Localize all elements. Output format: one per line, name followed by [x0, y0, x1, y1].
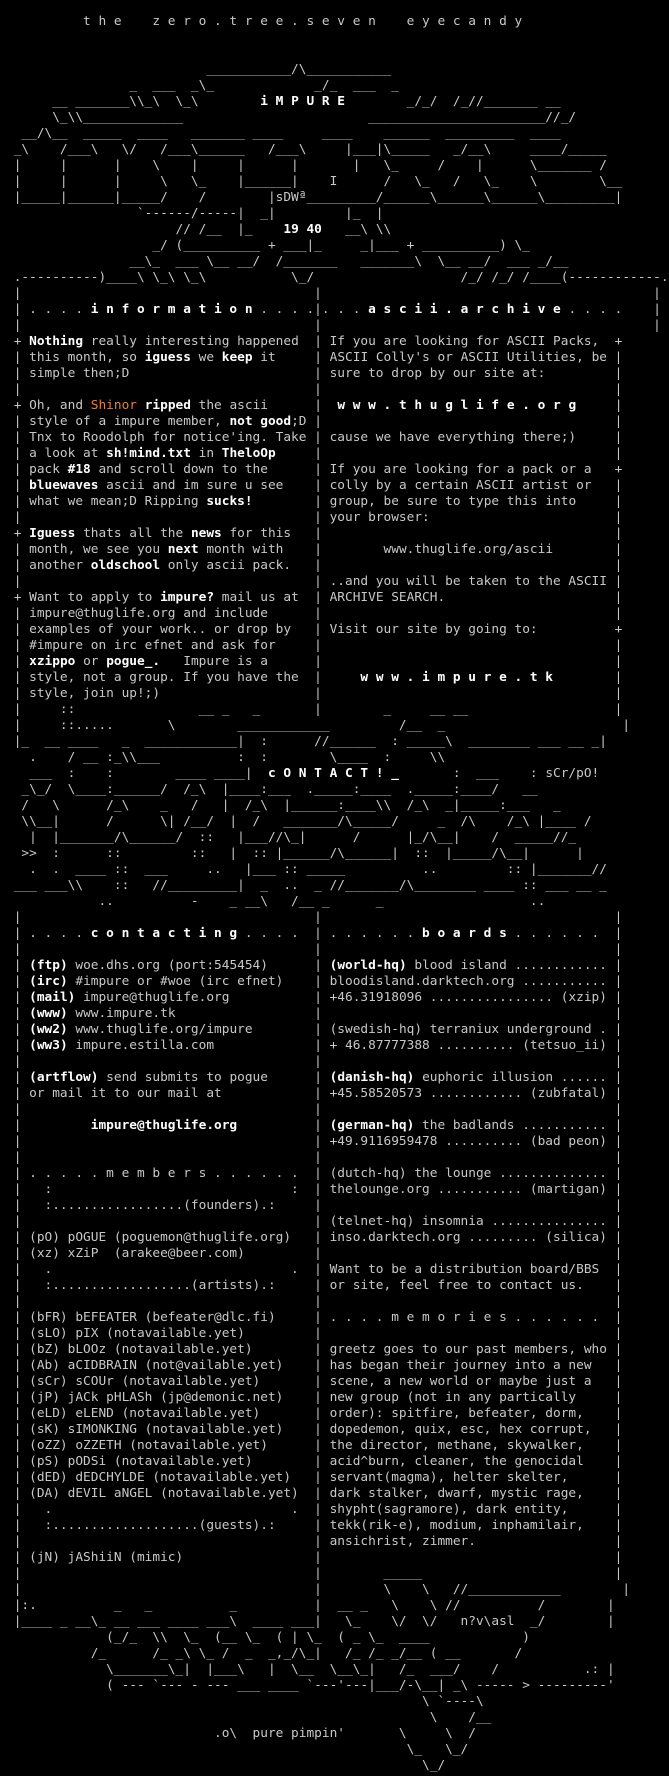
art-line: | (ftp) woe.dhs.org (port:545454) | (world-hq) blood island ............ |: [6, 958, 623, 973]
art-line: | (sLO) pIX (notavailable.yet) | |: [6, 1326, 623, 1341]
art-line: . . ____ :: ___ .. |___ :: _____ .. :: |_______//: [6, 862, 607, 877]
art-line: | . . . . . m e m b e r s . . . . . . | (dutch-hq) the lounge .............. |: [6, 1166, 623, 1181]
emphasized-text: w w w . t h u g l i f e . o r g: [337, 398, 577, 413]
art-line: | impure@thuglife.org and include | |: [6, 606, 623, 621]
emphasized-text: b o a r d s: [422, 926, 507, 941]
art-line: | style, join up!;) | |: [6, 686, 623, 701]
art-line: | another oldschool only ascii pack. | |: [6, 558, 623, 573]
art-line: __/\__ _____ ____ _______ ____ ____ ______ _________ ____: [6, 126, 561, 141]
art-line: | impure@thuglife.org | (german-hq) the badlands ........... |: [6, 1118, 623, 1133]
emphasized-text: c o n t a c t i n g: [90, 926, 238, 941]
art-line: __ _______\\_\ \_\ i M P U R E _/_/ /_//_______ __: [6, 94, 561, 109]
art-line: + Iguess thats all the news for this | |: [6, 526, 623, 541]
art-line: | : : | thelounge.org ........... (martigan) |: [6, 1182, 623, 1197]
art-line: | (Ab) aCIDBRAIN (not@vailable.yet) | has began their journey into a new |: [6, 1358, 623, 1373]
emphasized-text: iguess: [144, 350, 191, 365]
emphasized-text: not good: [229, 414, 292, 429]
emphasized-text: i M P U R E: [260, 94, 345, 109]
art-line: | (bZ) bLOOz (notavailable.yet) | greetz goes to our past members, who |: [6, 1342, 623, 1357]
art-line: | a look at sh!mind.txt in TheloOp | |: [6, 446, 623, 461]
emphasized-text: w w w . i m p u r e . t k: [360, 670, 554, 685]
art-line: \ /__: [6, 1710, 492, 1725]
art-line: \_______\_| |___\ | \__ \__\_| /_ ___/ / .: |: [6, 1662, 615, 1677]
art-line: [6, 46, 640, 62]
art-line: | | |: [6, 286, 661, 301]
art-line: | (ww2) www.thuglife.org/impure | (swedish-hq) terraniux underground . |: [6, 1022, 623, 1037]
art-line: | | |: [6, 382, 623, 397]
art-line: t h e z e r o . t r e e . s e v e n e y e c a n d y: [6, 14, 523, 29]
art-line: | :...................(guests).: | tekk(rik-e), modium, inphamilair, |: [6, 1518, 623, 1533]
art-line: \_/: [6, 1758, 446, 1773]
emphasized-text: pogue_.: [106, 654, 161, 669]
emphasized-text: impure@thuglife.org: [90, 1118, 238, 1133]
emphasized-text: (artflow): [29, 1070, 99, 1085]
art-line: | | your browser: |: [6, 510, 623, 525]
emphasized-text: (ww2): [29, 1022, 68, 1037]
emphasized-text: Shinor: [90, 398, 137, 413]
art-line: | month, we see you next month with | www.thuglife.org/ascii |: [6, 542, 623, 557]
emphasized-text: (world-hq): [329, 958, 407, 973]
emphasized-text: keep: [221, 350, 253, 365]
art-line: | examples of your work.. or drop by | Visit our site by going to: +: [6, 622, 623, 637]
art-line: | | |: [6, 1294, 623, 1309]
art-line: | xzippo or pogue_. Impure is a | |: [6, 654, 623, 669]
emphasized-text: a s c i i . a r c h i v e: [368, 302, 561, 317]
art-line: / \ /_\ _ / | /_\ |______:____\\ /_\ _|_____:___ _: [6, 798, 561, 813]
art-line: | this month, so iguess we keep it | ASCII Colly's or ASCII Utilities, be |: [6, 350, 623, 365]
art-line: | . . | shypht(sagramore), dark entity, |: [6, 1502, 623, 1517]
art-line: | (oZZ) oZZETH (notavailable.yet) | the director, methane, skywalker, |: [6, 1438, 623, 1453]
emphasized-text: news: [190, 526, 222, 541]
art-line: | style, not a group. If you have the | w w w . i m p u r e . t k |: [6, 670, 623, 685]
art-line: _ ___ _\_ _/_ ___ _: [6, 78, 399, 93]
art-line: | style of a impure member, not good;D | |: [6, 414, 623, 429]
art-line: _\ /___\ \/ /___\______ /___\ |___|\_____ _/__\ ____/_____: [6, 142, 607, 157]
art-line: | what we mean;D Ripping sucks! | group, be sure to type this into |: [6, 494, 623, 509]
art-line: | #impure on irc efnet and ask for | |: [6, 638, 623, 653]
emphasized-text: ripped: [144, 398, 191, 413]
art-line: | ::..... \ ____________ /__ _ |: [6, 718, 631, 733]
emphasized-text: next: [167, 542, 199, 557]
art-line: |_ __ ____ _ ____________| : //______ : _____\ ________ ___ __ _|: [6, 734, 607, 749]
emphasized-text: c O N T A C T ! _: [267, 766, 399, 781]
art-line: |_____|______|_____/ / |sDWª_________/______\______\______\_________|: [6, 190, 623, 205]
emphasized-text: oldschool: [90, 558, 161, 573]
art-line: |:. _ _ _ | __ _ \ \ // / |: [6, 1598, 615, 1613]
art-line: | (sCr) sCOUr (notavailable.yet) | scene, a new world or maybe just a |: [6, 1374, 623, 1389]
art-line: | (pO) pOGUE (poguemon@thuglife.org) | inso.darktech.org ......... (silica) |: [6, 1230, 623, 1245]
art-line: ___________/\___________: [6, 62, 392, 77]
art-line: + Nothing really interesting happened | If you are looking for ASCII Packs, +: [6, 334, 623, 349]
emphasized-text: i n f o r m a t i o n: [90, 302, 253, 317]
art-line: ___ : : ____ ____| c O N T A C T ! _ : ___ : sCr/pO!: [6, 766, 600, 781]
art-line: | . . . . i n f o r m a t i o n . . . .|. . . a s c i i . a r c h i v e . . . . |: [6, 302, 661, 317]
art-line: .o\ pure pimpin' \ \ /: [6, 1726, 476, 1741]
art-line: | simple then;D | sure to drop by our site at: |: [6, 366, 623, 381]
art-line: | | |: [6, 318, 661, 333]
art-line: | . . | Want to be a distribution board/BBS |: [6, 1262, 623, 1277]
emphasized-text: (mail): [29, 990, 76, 1005]
emphasized-text: (german-hq): [329, 1118, 415, 1133]
emphasized-text: sh!mind.txt: [106, 446, 191, 461]
art-line: >> : :: :: | :: |______/\______| :: |_____/\__| |: [6, 846, 584, 861]
art-line: | | |: [6, 1150, 623, 1165]
art-line: | | | \ | | | | \_ / | \_______ /: [6, 158, 607, 173]
art-line: | :..................(artists).: | or site, feel free to contact us. |: [6, 1278, 623, 1293]
art-line: | :: __ _ _ | _ __ __ |: [6, 702, 623, 717]
art-line: | (ww3) impure.estilla.com | + 46.87777388 .......... (tetsuo_ii) |: [6, 1038, 623, 1053]
art-line: \ `----\: [6, 1694, 484, 1709]
art-line: | (pS) pODSi (notavailable.yet) | acid^burn, cleaner, the genocidal |: [6, 1454, 623, 1469]
art-line: /_ /_ _\ \_ / _ _,_/\_| /_ /_ _/__ ( __ /: [6, 1646, 523, 1661]
emphasized-text: #18: [67, 462, 91, 477]
art-line: _/ (__________ + ___|_ _|___ + __________) \_: [6, 238, 530, 253]
art-line: | Tnx to Roodolph for notice'ing. Take | cause we have everything there;) |: [6, 430, 623, 445]
art-line: [6, 30, 640, 46]
art-line: | (bFR) bEFEATER (befeater@dlc.fi) | . . . . m e m o r i e s . . . . . . |: [6, 1310, 623, 1325]
art-line: ___ ___\\ :: //_________| _ .. _ //_______/\________ ____ :: ___ __ _: [6, 878, 607, 893]
art-line: | (dED) dEDCHYLDE (notavailable.yet) | servant(magma), helter skelter, |: [6, 1470, 623, 1485]
art-line: | | | \ \_ |______| I / \_ / \_ \ \__: [6, 174, 623, 189]
art-line: | pack #18 and scroll down to the | If you are looking for a pack or a +: [6, 462, 623, 477]
art-line: | (mail) impure@thuglife.org | +46.31918096 ................ (xzip) |: [6, 990, 623, 1005]
art-line: | . . . . c o n t a c t i n g . . . . | . . . . . . b o a r d s . . . . . . |: [6, 926, 623, 941]
art-line: + Oh, and Shinor ripped the ascii | w w w . t h u g l i f e . o r g |: [6, 398, 623, 413]
art-line: (_/_ \\ \_ (__ \_ ( | \_ ( _ \_ ____ ): [6, 1630, 530, 1645]
art-line: | :.................(founders).: | |: [6, 1198, 623, 1213]
emphasized-text: TheloOp: [221, 446, 276, 461]
art-line: | (irc) #impure or #woe (irc efnet) | bloodisland.darktech.org ........... |: [6, 974, 623, 989]
art-line: \\__| / \| /__/ | / _______/\_____/ _ /\ /_\ |____ /: [6, 814, 592, 829]
art-line: | | _____ |: [6, 1566, 623, 1581]
emphasized-text: impure?: [160, 590, 215, 605]
art-line: | |_______/\______/ :: |___//\_| / |_/\__| / _____//_: [6, 830, 577, 845]
art-line: // /__ |_ 19 40 __\ \\: [6, 222, 392, 237]
art-line: | | |: [6, 1054, 623, 1069]
art-line: | (DA) dEVIL aNGEL (notavailable.yet) | dark stalker, dwarf, mystic rage, |: [6, 1486, 623, 1501]
emphasized-text: (ftp): [29, 958, 68, 973]
emphasized-text: 19 40: [283, 222, 322, 237]
emphasized-text: (ww3): [29, 1038, 68, 1053]
art-line: | bluewaves ascii and im sure u see | colly by a certain ASCII artist or |: [6, 478, 623, 493]
art-line: | (jP) jACk pHLASh (jp@demonic.net) | new group (not in any partically |: [6, 1390, 623, 1405]
art-line: | | |: [6, 942, 623, 957]
emphasized-text: (irc): [29, 974, 68, 989]
art-line: | | (telnet-hq) insomnia ............... |: [6, 1214, 623, 1229]
art-line: | (artflow) send submits to pogue | (danish-hq) euphoric illusion ...... |: [6, 1070, 623, 1085]
emphasized-text: (danish-hq): [329, 1070, 415, 1085]
art-line: | (eLD) eLEND (notavailable.yet) | order): spitfire, befeater, dorm, |: [6, 1406, 623, 1421]
art-line: | | \ \ //____________ |: [6, 1582, 631, 1597]
art-line: \_\\_____________ _______________________//_/: [6, 110, 577, 125]
art-line: \_ \_/: [6, 1742, 469, 1757]
art-line: `------/-----| _| |_ |: [6, 206, 384, 221]
art-line: ( --- `--- - --- ___ ____ `---'---|___/-\__| _\ ----- > ---------': [6, 1678, 615, 1693]
emphasized-text: bluewaves: [29, 478, 99, 493]
art-line: | (jN) jAShiiN (mimic) | |: [6, 1550, 623, 1565]
art-line: . / __ :_\\___ : : \____ : \\: [6, 750, 446, 765]
art-line: | | |: [6, 910, 623, 925]
emphasized-text: Nothing: [29, 334, 84, 349]
art-line: | | ..and you will be taken to the ASCII |: [6, 574, 623, 589]
art-line: __\_ ___ \__ __/ /_______ _______\ \__ __/ ___ _/__: [6, 254, 569, 269]
art-line: | (xz) xZiP (arakee@beer.com) | |: [6, 1246, 623, 1261]
art-line: _\_/ \____:______/ /_\ |____:___ ._____:____ ._____:____/ __: [6, 782, 538, 797]
art-line: | (sK) sIMONKING (notavailable.yet) | dopedemon, quix, esc, hex corrupt, |: [6, 1422, 623, 1437]
art-line: + Want to apply to impure? mail us at | ARCHIVE SEARCH. |: [6, 590, 623, 605]
art-line: | or mail it to our mail at | +45.58520573 ............ (zubfatal) |: [6, 1086, 623, 1101]
art-line: | (www) www.impure.tk | |: [6, 1006, 623, 1021]
art-line: | | ansichrist, zimmer. |: [6, 1534, 623, 1549]
emphasized-text: Iguess: [29, 526, 76, 541]
art-line: |____ _ __\_ __ ___ ____ ___\ ____ ___| \_ \/ \/ n?v\asl _/ |: [6, 1614, 615, 1629]
emphasized-text: (www): [29, 1006, 68, 1021]
art-line: .. - _ __\ /__ _ _ ..: [6, 894, 546, 909]
emphasized-text: sucks!: [206, 494, 253, 509]
art-line: | | |: [6, 1102, 623, 1117]
art-line: | | +49.9116959478 .......... (bad peon) |: [6, 1134, 623, 1149]
art-line: .----------)____\ \_\ \_\ \_/ /_/ /_/ /____(------------.: [6, 270, 669, 285]
emphasized-text: xzippo: [29, 654, 76, 669]
